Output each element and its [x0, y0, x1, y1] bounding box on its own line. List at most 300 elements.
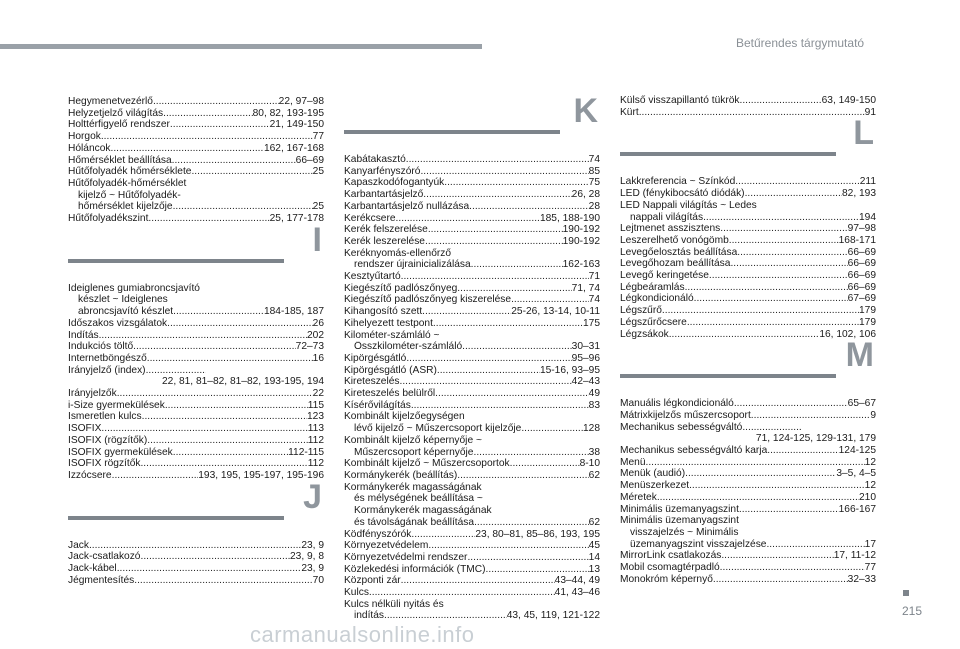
index-entry-line — [344, 564, 600, 576]
index-entry — [344, 189, 600, 201]
index-entry — [344, 411, 600, 434]
dot-leader — [462, 341, 572, 353]
dot-leader — [101, 131, 313, 143]
section-divider — [344, 130, 560, 134]
dot-leader — [639, 107, 865, 119]
index-entry-line: Ideiglenes gumiabroncsjavító — [68, 282, 200, 294]
index-entry — [68, 388, 324, 400]
index-entry-line — [68, 131, 324, 143]
index-entry-term: ISOFIX — [68, 423, 102, 435]
index-entry-term: Minimális üzemanyagszint — [620, 503, 739, 515]
index-entry-line — [344, 400, 600, 412]
index-entry-line — [344, 575, 600, 587]
index-entry-line: Kulcs nélküli nyitás és — [344, 598, 444, 610]
index-entry-pages: 194 — [859, 211, 876, 223]
index-entry-line — [344, 271, 600, 283]
watermark: carmanualsonline.info — [250, 622, 475, 647]
index-entry-pages: 211 — [859, 176, 876, 188]
index-entry-line — [68, 458, 324, 470]
index-entry-line — [620, 270, 876, 282]
index-entry-line — [68, 388, 324, 400]
index-entry — [620, 468, 876, 480]
index-entry-term: Kombinált kijelző ~ Műszercsoportok — [344, 458, 510, 470]
section-letter: M — [845, 336, 874, 375]
index-entry — [68, 447, 324, 459]
index-entry — [68, 119, 324, 131]
dot-leader — [422, 306, 511, 318]
index-entry-pages: 26 — [312, 317, 324, 329]
index-entry-line: Minimális üzemanyagszint — [620, 515, 739, 527]
dot-leader — [645, 457, 864, 469]
index-entry — [620, 492, 876, 504]
index-entry-term: Menük (audió) — [620, 468, 686, 480]
index-entry — [344, 353, 600, 365]
index-entry — [620, 176, 876, 188]
index-entry — [344, 306, 600, 318]
index-entry-line — [344, 283, 600, 295]
index-entry-pages: 42–43 — [571, 376, 600, 388]
index-entry-line — [344, 189, 600, 201]
index-entry-line — [68, 108, 324, 120]
index-entry-line: Kormánykerék magasságának — [354, 505, 492, 517]
index-entry-term: Kabátakasztó — [344, 154, 406, 165]
index-entry-pages: 74 — [588, 154, 600, 165]
dot-leader — [133, 341, 296, 353]
index-entry-term: Légszűrő — [620, 305, 662, 317]
index-entry-line — [344, 365, 600, 377]
index-entry-line — [344, 388, 600, 400]
index-entry-term: Jégmentesítés — [68, 574, 135, 586]
dot-leader — [153, 96, 279, 108]
index-entry-pages: 28 — [588, 200, 600, 212]
index-entry-pages: 124-125 — [838, 445, 876, 457]
index-entry-pages: 25 — [312, 166, 324, 178]
index-entry-term: Indukciós töltő — [68, 341, 134, 353]
dot-leader — [444, 177, 588, 189]
dot-leader — [101, 423, 307, 435]
dot-leader — [737, 247, 847, 259]
index-entry-line — [344, 529, 600, 541]
index-entry-pages: 83 — [588, 399, 600, 411]
index-entry — [344, 599, 600, 622]
index-entry-term: Jack-csatlakozó — [68, 551, 141, 563]
index-entry — [344, 587, 600, 599]
index-entry-term: lévő kijelző ~ Műszercsoport kijelzője — [354, 423, 522, 435]
index-entry — [68, 470, 324, 482]
index-entry-line — [344, 447, 600, 459]
index-entry — [68, 540, 324, 552]
dot-leader — [369, 587, 555, 599]
index-entry — [620, 247, 876, 259]
index-entry-line — [620, 95, 876, 107]
index-entry-pages: 113 — [307, 423, 324, 435]
index-entry-term: Kireteszelés — [344, 376, 400, 388]
dot-leader — [486, 564, 589, 576]
index-entry-line — [344, 517, 600, 529]
index-entry — [620, 223, 876, 235]
index-entry — [344, 166, 600, 178]
index-entry-line — [620, 445, 876, 457]
dot-leader — [669, 329, 820, 341]
index-entry-pages: 17 — [864, 538, 876, 550]
index-entry-term: MirrorLink csatlakozás — [620, 550, 722, 562]
dot-leader — [735, 176, 860, 188]
index-entry-line — [68, 119, 324, 131]
index-entry — [68, 435, 324, 447]
index-entry — [344, 330, 600, 353]
dot-leader — [411, 400, 589, 412]
index-entry — [68, 458, 324, 470]
index-entry-term: Kihelyezett testpont — [344, 317, 433, 329]
index-entry-term: Karbantartásjelző — [344, 189, 424, 201]
index-entry-pages: 17, 11-12 — [833, 550, 876, 562]
index-entry-pages: 15-16, 93–95 — [539, 364, 600, 376]
index-entry-line — [620, 562, 876, 574]
index-entry-pages: 45 — [588, 540, 600, 552]
index-entry-line — [344, 259, 600, 271]
index-entry — [620, 457, 876, 469]
index-entry-pages: 77 — [864, 562, 876, 574]
dot-leader — [457, 283, 571, 295]
dot-leader — [396, 213, 540, 225]
index-entry-line — [68, 563, 324, 575]
index-entry-term: Kipörgésgátló — [344, 352, 407, 364]
index-entry-term: hőmérséklet kijelzője — [78, 201, 173, 213]
index-entry-line — [620, 258, 876, 270]
index-entry — [68, 178, 324, 213]
index-entry-line — [620, 305, 876, 317]
index-entry-line — [620, 492, 876, 504]
index-entry-pages: 65–67 — [847, 398, 876, 410]
index-entry-line — [68, 400, 324, 412]
index-entry-term: Horgok — [68, 131, 101, 143]
dot-leader — [112, 470, 199, 482]
index-entry-pages: 21, 149-150 — [269, 119, 324, 131]
index-entry — [68, 575, 324, 587]
index-entry — [620, 445, 876, 457]
index-entry-pages: 12 — [864, 456, 876, 468]
index-entry — [620, 188, 876, 200]
index-entry-line — [68, 318, 324, 330]
index-entry-line — [620, 212, 876, 224]
index-entry-line — [68, 96, 324, 108]
index-entry-term: Kiegészítő padlószőnyeg — [344, 282, 458, 294]
index-entry-term: nappali világítás — [630, 211, 704, 223]
index-entry — [344, 470, 600, 482]
index-entry-line — [344, 458, 600, 470]
index-entry-line — [344, 177, 600, 189]
index-entry — [620, 480, 876, 492]
index-entry-line — [620, 539, 876, 551]
dot-leader — [473, 447, 588, 459]
dot-leader — [437, 365, 540, 377]
index-entry-term: Menü — [620, 456, 646, 468]
index-entry-line — [344, 552, 600, 564]
index-entry-pages: 162, 167-168 — [263, 142, 324, 154]
index-entry — [344, 388, 600, 400]
index-entry-line — [68, 447, 324, 459]
index-entry-pages: 184-185, 187 — [263, 306, 324, 318]
index-entry-pages: 9 — [870, 409, 876, 421]
index-entry-pages: 23, 9 — [301, 563, 324, 575]
index-entry-pages: 71 — [588, 271, 600, 283]
index-entry — [344, 318, 600, 330]
index-entry-line — [344, 318, 600, 330]
index-entry-pages: 25-26, 13-14, 10-11 — [511, 306, 600, 318]
index-entry-line: készlet ~ Ideiglenes — [78, 294, 168, 306]
dot-leader — [511, 294, 589, 306]
index-entry-line — [68, 143, 324, 155]
index-entry-line: Kombinált kijelző képernyője ~ — [344, 434, 482, 446]
dot-leader — [687, 317, 859, 329]
index-entry-line — [68, 306, 324, 318]
dot-leader — [117, 563, 302, 575]
index-entry — [620, 550, 876, 562]
index-entry — [344, 529, 600, 541]
index-entry-term: Méretek — [620, 491, 657, 503]
index-entry-pages: 16 — [312, 352, 324, 364]
dot-leader — [428, 540, 588, 552]
index-entry-pages: 66–69 — [295, 154, 324, 166]
index-entry-term: Környezetvédelmi rendszer — [344, 551, 468, 563]
dot-leader — [147, 353, 313, 365]
dot-leader — [117, 388, 313, 400]
index-entry-pages: 8-10 — [579, 458, 600, 470]
index-entry-term: Internetböngésző — [68, 352, 147, 364]
index-entry-pages: 166-167 — [838, 503, 876, 515]
index-entry-pages: 22, 81, 81–82, 81–82, 193-195, 194 — [161, 376, 324, 388]
index-entry — [68, 563, 324, 575]
index-entry-pages: 193, 195, 195-197, 195-196 — [198, 469, 324, 481]
dot-leader — [428, 224, 563, 236]
index-entry — [620, 574, 876, 586]
index-entry-pages: 91 — [864, 106, 876, 118]
index-entry — [344, 201, 600, 213]
index-entry — [68, 108, 324, 120]
index-entry-pages: 49 — [588, 388, 600, 400]
index-entry-pages: 22 — [312, 388, 324, 400]
index-entry-pages: 185, 188-190 — [539, 212, 600, 224]
index-entry-term: Kulcs — [344, 587, 369, 599]
index-entry-term: Környezetvédelem — [344, 540, 429, 552]
section-divider — [68, 259, 284, 263]
index-entry-line — [344, 610, 600, 622]
index-entry-line — [344, 306, 600, 318]
index-entry-line — [620, 293, 876, 305]
index-entry-term: rendszer újrainicializálása — [354, 259, 471, 271]
index-entry-term: Lejtmenet asszisztens — [620, 223, 721, 235]
index-entry-line — [620, 504, 876, 516]
dot-leader — [510, 458, 580, 470]
dot-leader — [134, 575, 312, 587]
index-entry-line — [344, 376, 600, 388]
header-bar — [0, 44, 482, 49]
index-entry-term: Légkondicionáló — [620, 293, 694, 305]
index-entry-pages: 32–33 — [847, 573, 876, 585]
index-entry — [68, 166, 324, 178]
section-letter: J — [303, 477, 322, 516]
dot-leader — [423, 189, 571, 201]
index-entry-pages: 179 — [859, 305, 876, 317]
index-entry-pages: 16, 102, 106 — [819, 328, 876, 340]
index-entry-line — [620, 468, 876, 480]
index-entry-pages: 72–73 — [295, 341, 324, 353]
section-divider — [620, 152, 836, 156]
dot-leader — [140, 551, 290, 563]
dot-leader — [173, 201, 313, 213]
section-header — [620, 336, 876, 388]
index-entry-term: indítás — [354, 610, 385, 622]
dot-leader — [720, 223, 847, 235]
dot-leader — [713, 574, 848, 586]
index-entry-term: Kihangosító szett — [344, 306, 423, 318]
index-entry-term: Hegymenetvezérlő — [68, 96, 153, 107]
dot-leader — [469, 201, 589, 213]
index-entry-term: Monokróm képernyő — [620, 573, 713, 585]
index-entry-pages: 190-192 — [562, 235, 600, 247]
index-entry-line — [68, 353, 324, 365]
index-entry — [68, 411, 324, 423]
index-entry-pages: 23, 9 — [301, 539, 324, 551]
index-entry-pages: 23, 9, 8 — [290, 551, 324, 563]
index-entry-pages: 66–69 — [847, 281, 876, 293]
dot-leader — [457, 470, 588, 482]
index-entry-term: Kipörgésgátló (ASR) — [344, 364, 437, 376]
index-entry-line — [620, 329, 876, 341]
index-entry-pages: 112 — [307, 458, 324, 470]
index-entry — [68, 400, 324, 412]
dot-leader — [734, 398, 848, 410]
index-entry-pages: 210 — [859, 491, 876, 503]
index-entry-line — [620, 410, 876, 422]
index-entry-pages: 71, 74 — [571, 282, 600, 294]
index-entry-line — [620, 398, 876, 410]
index-entry-line — [620, 176, 876, 188]
dot-leader — [406, 353, 571, 365]
dot-leader — [89, 540, 301, 552]
dot-leader — [191, 166, 312, 178]
index-entry-term: Helyzetjelző világítás — [68, 107, 164, 119]
index-entry-line — [344, 213, 600, 225]
index-entry-term: Külső visszapillantó tükrök — [620, 95, 740, 106]
index-entry — [344, 154, 600, 166]
index-entry-term: Légbeáramlás — [620, 281, 685, 293]
index-entry-pages: 74 — [588, 294, 600, 306]
index-entry-line — [344, 154, 600, 166]
index-entry-line — [68, 365, 324, 377]
index-entry-pages: 38 — [588, 446, 600, 458]
index-entry-line — [620, 247, 876, 259]
index-entry-term: Légzsákok — [620, 328, 669, 340]
index-entry-pages: 30–31 — [571, 341, 600, 353]
index-entry-term: Levegőhozam beállítása — [620, 258, 731, 270]
index-entry-line — [68, 470, 324, 482]
index-entry-line: Kombinált kijelzőegységen — [344, 411, 465, 423]
dot-leader — [703, 212, 859, 224]
index-entry-line — [68, 411, 324, 423]
index-entry — [620, 329, 876, 341]
index-entry — [68, 341, 324, 353]
dot-leader — [163, 108, 253, 120]
index-entry-term: i-Size gyermekülések — [68, 399, 165, 411]
index-entry-pages: 80, 82, 193-195 — [252, 107, 324, 119]
index-entry — [620, 107, 876, 119]
index-entry-line — [344, 587, 600, 599]
index-entry-term: LED (fénykibocsátó diódák) — [620, 188, 745, 200]
index-entry-term: Levegőelosztás beállítása — [620, 246, 738, 258]
index-entry-line: és mélységének beállítása ~ — [354, 493, 483, 505]
index-entry-line: Hűtőfolyadék-hőmérséklet — [68, 177, 187, 189]
index-entry-term: Műszercsoport képernyője — [354, 446, 474, 458]
index-entry-line — [344, 341, 600, 353]
dot-leader — [401, 575, 555, 587]
index-entry — [620, 235, 876, 247]
dot-leader — [662, 305, 859, 317]
index-entry — [620, 504, 876, 516]
index-entry-pages: 14 — [588, 551, 600, 563]
index-entry-pages: 25 — [312, 201, 324, 213]
dot-leader — [739, 504, 839, 516]
index-entry-pages: 112 — [307, 434, 324, 446]
dot-leader — [720, 562, 865, 574]
page-number: 215 — [902, 604, 923, 618]
index-entry-line — [344, 353, 600, 365]
dot-leader — [685, 468, 836, 480]
index-entry — [68, 353, 324, 365]
section-letter: K — [573, 92, 598, 130]
dot-leader — [140, 458, 307, 470]
page-header-title: Betűrendes tárgymutató — [736, 36, 865, 50]
index-entry — [344, 552, 600, 564]
index-entry-term: ISOFIX gyermekülések — [68, 446, 173, 458]
index-entry-term: Időszakos vizsgálatok — [68, 317, 168, 329]
index-column-1 — [68, 96, 324, 587]
page-marker-square — [903, 590, 909, 596]
index-entry-term: Kireteszelés belülről — [344, 388, 436, 400]
index-entry — [344, 540, 600, 552]
index-entry — [620, 515, 876, 550]
index-entry-line: Kilométer-számláló ~ — [344, 329, 440, 341]
index-entry-term: üzemanyagszint visszajelzése — [630, 538, 767, 550]
index-entry-pages: 41, 43–46 — [554, 587, 600, 599]
index-entry-term: Leszerelhető vonógömb — [620, 234, 729, 246]
section-header — [68, 220, 324, 273]
index-entry-term: Mobil csomagtérpadló — [620, 562, 720, 574]
index-entry-term: Kapaszkodófogantyúk — [344, 177, 445, 189]
index-entry-line — [68, 155, 324, 167]
dot-leader — [433, 318, 583, 330]
index-entry-line — [68, 551, 324, 563]
index-entry-term: Hűtőfolyadék hőmérséklete — [68, 166, 192, 178]
index-entry — [620, 305, 876, 317]
index-entry-pages: 175 — [583, 317, 600, 329]
index-entry-term: Kiegészítő padlószőnyeg kiszerelése — [344, 294, 512, 306]
index-entry — [620, 293, 876, 305]
index-entry-term: Irányjelző (index) — [68, 364, 146, 376]
index-entry-pages: 71, 124-125, 129-131, 179 — [755, 433, 876, 445]
dot-leader — [742, 422, 802, 434]
index-entry-pages: 62 — [588, 516, 600, 528]
dot-leader — [147, 435, 307, 447]
index-entry-line — [68, 330, 324, 342]
index-entry-line — [620, 317, 876, 329]
index-entry-line — [620, 282, 876, 294]
index-entry-line: Kormánykerék magasságának — [344, 481, 482, 493]
index-entry-pages: 128 — [583, 423, 600, 435]
index-entry — [344, 271, 600, 283]
index-entry-line — [68, 213, 324, 225]
index-entry-term: Ismeretlen kulcs — [68, 411, 142, 423]
